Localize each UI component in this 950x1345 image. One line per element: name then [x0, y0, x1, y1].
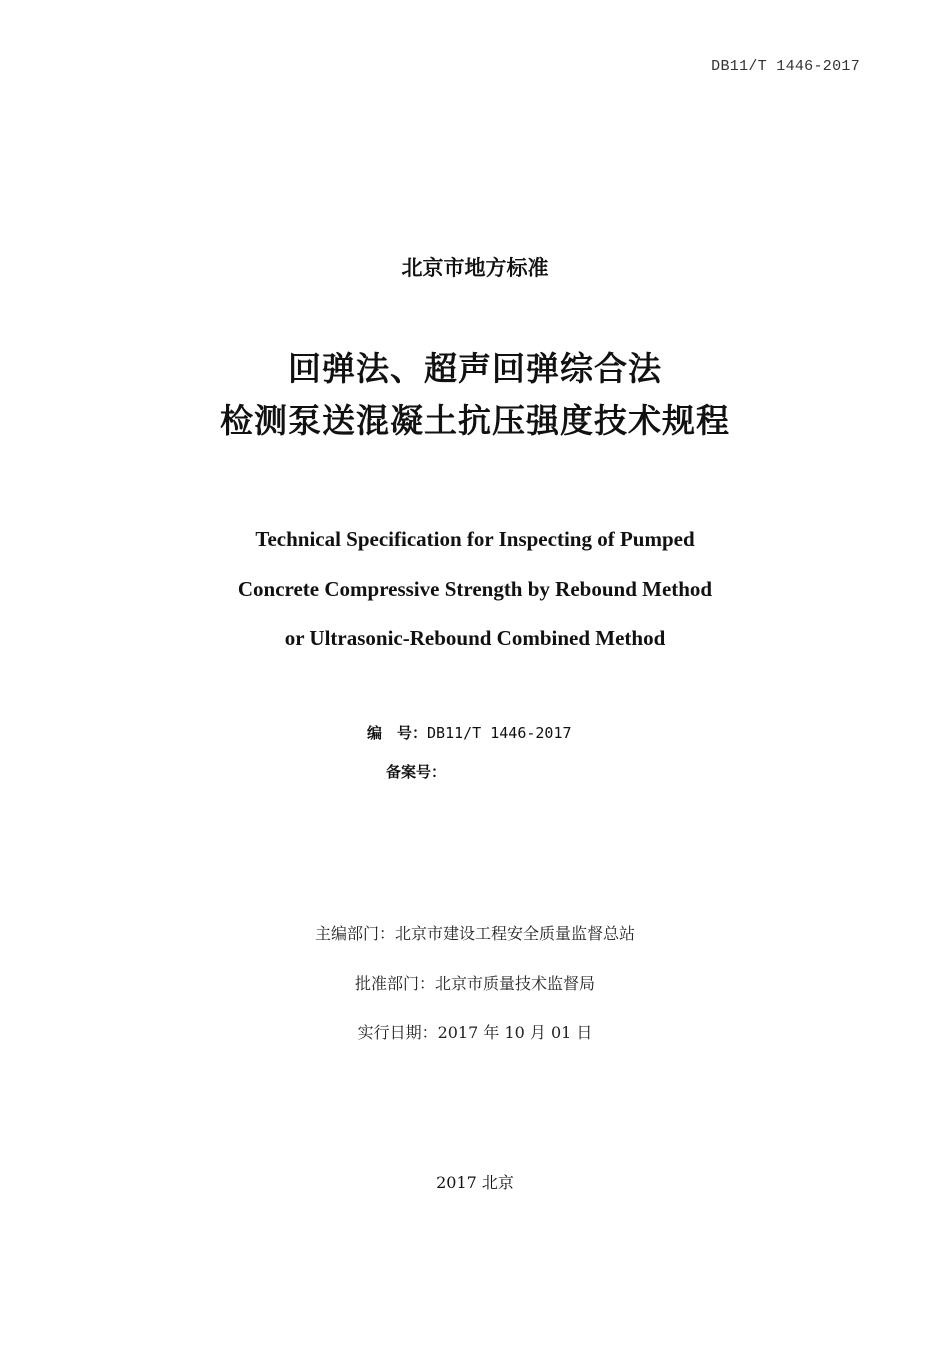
code-label: 编 号： — [367, 724, 428, 742]
record-row — [386, 761, 446, 782]
code-value: DB11/T 1446-2017 — [427, 724, 572, 742]
english-title-line-2: Concrete Compressive Strength by Rebound Method — [237, 577, 713, 601]
drafting-department: 主编部门：北京市建设工程安全质量监督总站 — [314, 924, 635, 943]
chinese-title-line-1: 回弹法、超声回弹综合法 — [288, 349, 662, 388]
footer-year-place: 2017 北京 — [436, 1173, 514, 1192]
effective-date: 实行日期：2017 年 10 月 01 日 — [357, 1023, 593, 1042]
english-title-line-3: or Ultrasonic-Rebound Combined Method — [284, 626, 666, 650]
record-label: 备案号： — [386, 763, 447, 781]
approval-department: 批准部门：北京市质量技术监督局 — [354, 974, 595, 993]
standard-type: 北京市地方标准 — [401, 256, 549, 280]
english-title-line-1: Technical Specification for Inspecting of Pumped — [255, 527, 695, 551]
code-row — [367, 722, 572, 743]
header-standard-code: DB11/T 1446-2017 — [711, 58, 860, 75]
chinese-title-line-2: 检测泵送混凝土抗压强度技术规程 — [220, 401, 730, 440]
